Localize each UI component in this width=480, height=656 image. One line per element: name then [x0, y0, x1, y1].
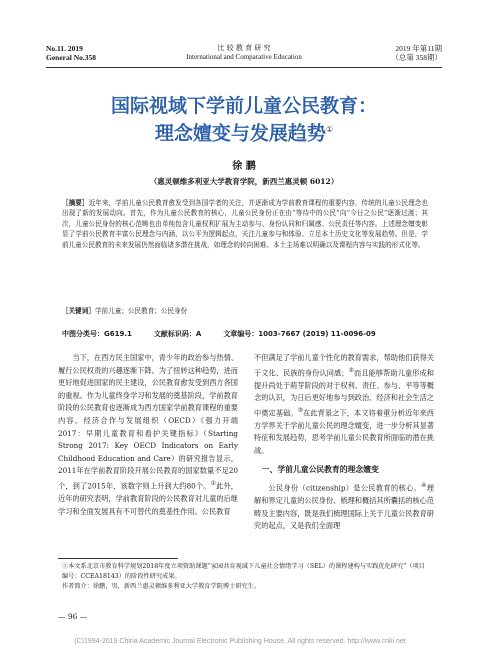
footnotes: [62, 562, 428, 592]
title-line-1: 国际视域下学前儿童公民教育：: [110, 95, 377, 117]
keywords-label: ［关键词］: [62, 307, 95, 315]
footnote-author: 作者简介：徐鹏，男，新西兰惠灵顿维多利亚大学教育学院博士研究生。: [62, 583, 260, 590]
body-column-left: [58, 352, 238, 518]
header-issue: No.11. 2019: [46, 44, 83, 53]
journal-name-cn: 比 较 教 育 研 究: [217, 44, 271, 52]
title-footnote-mark: ①: [325, 125, 334, 134]
abstract-text: 近年来，学前儿童公民教育愈发受到各国学者的关注，并逐渐成为学前教育课程的重要内容，传统的儿童公民理念也出现了新的发展动向。首先，作为儿童公民教育的核心，儿童公民身份正在由“等待中的公民”向“今日之公民”逐渐过渡；其次，儿童公民身份的核心范畴也由单纯包含儿童权利扩展为主动参与、身份认同和归属感、公民责任等内容。上述理念嬗变彰显了学前公民教育丰富公民理念与内涵，以公平为逻辑起点，关注儿童参与和体验、立足本土历史文化等发展趋势。但是，学前儿童公民教育的未来发展仍然面临诸多潜在挑战，如理念的转向困难、本土主场难以明确以及课程内容与实践的形式化等。: [62, 199, 428, 249]
author-name: 徐 鹏: [232, 161, 256, 172]
citation-mark: ①: [210, 479, 217, 487]
running-header: [46, 44, 442, 66]
header-journal: [46, 44, 442, 62]
abstract-label: ［摘要］: [62, 199, 89, 207]
header-general-no: General No.358: [46, 53, 96, 62]
body-text: 此外，近年的研究表明，学前教育阶段的公民教育对儿童的后继学习和全面发展具有不可替代的奠基性作用。公民教育: [58, 481, 238, 516]
body-text: 公民身份（citizenship）是公民教育的核心。: [268, 483, 422, 493]
body-text: 不但满足了学前儿童个性化的教育需求，帮助他们获得关于文化、民族的身份认同感；: [254, 353, 434, 377]
header-total-issue: （总第 358期）: [391, 53, 442, 62]
document-code: 文献标识码：A: [153, 330, 202, 338]
citation-mark: ④: [421, 482, 427, 490]
body-paragraph: [254, 480, 434, 533]
body-paragraph: [254, 352, 434, 458]
header-year-issue: 2019 年第11期: [395, 44, 442, 53]
author-affiliation: （惠灵顿维多利亚大学教育学院，新西兰惠灵顿 6012）: [149, 177, 339, 186]
body-text: 理解和界定儿童的公民身份、梳理和概括其所囊括的核心范畴及主要内容，既是我们梳理国际上关于儿童公民教育研究的起点，又是我们全面理: [254, 483, 434, 531]
header-rule: [46, 67, 442, 68]
citation-mark: ③: [297, 406, 304, 414]
body-text: 在此背景之下，本文将着重分析近年来西方学界关于学前儿童公民的理念嬗变，进一步分析其显著特征和发展趋势，思考学前儿童公民教育所面临的潜在挑战。: [254, 408, 434, 455]
article-number: 文章编号：1003-7667 (2019) 11-0096-09: [223, 330, 376, 338]
body-paragraph: [58, 352, 238, 518]
citation-mark: ②: [348, 366, 355, 374]
classification-line: [62, 329, 428, 339]
footnote-funding: ①本文系北京市教育科学规划2018年度立项资助课题“家园共育视域下儿童社会情绪学习（SEL）的课程建构与实践优化研究”（项目编号：CCEA18143）的阶段性研究成果。: [62, 563, 425, 580]
keywords-text: 学前儿童；公民教育；公民身份: [94, 307, 188, 315]
clc-number: 中图分类号：G619.1: [62, 330, 132, 338]
keywords: [62, 305, 428, 315]
body-column-right: [254, 352, 434, 533]
header-issue-cn: [391, 44, 442, 62]
title-line-2-wrap: [46, 118, 442, 145]
page-number: — 96 —: [58, 612, 88, 621]
section-heading: 一、学前儿童公民教育的理念嬗变: [261, 464, 379, 474]
article-title: [46, 94, 442, 145]
copyright-footer: (C)1994-2019 China Academic Journal Electronic Publishing House. All rights reserved. http://www.cnki.net: [74, 638, 406, 645]
journal-name-en: International and Comparative Education: [186, 53, 302, 61]
body-text: 当下，在西方民主国家中，青少年的政治参与热情、履行公民权责的兴趣逐渐下降。为了扭转这种趋势，进而更好地促进国家的民主建设，公民教育愈发受到西方各国的重视。作为儿童终身学习和发展的奠基阶段，学前教育阶段的公民教育也逐渐成为西方国家学前教育课程的重要内容。经济合作与发展组织（OECD）《强力开端2017：早期儿童教育和看护关键指标》（Starting Strong 2017: Key OECD Indicators on Early Childhood Education and Care）的研究报告显示，2011年在学前教育阶段开展公民教育的国家数量不足20个，到了2015年，该数字则上升到大约80个。: [58, 353, 238, 491]
body-text: 而且能够帮助儿童形成和提升尚处于萌芽阶段的对于权利、责任、参与、平等等概念的认识，为日后更好地参与到政治、经济和社会生活之中奠定基础。: [254, 367, 434, 418]
title-line-2: 理念嬗变与发展趋势: [154, 122, 326, 145]
abstract: [62, 198, 428, 250]
footnote-rule: [58, 558, 178, 559]
